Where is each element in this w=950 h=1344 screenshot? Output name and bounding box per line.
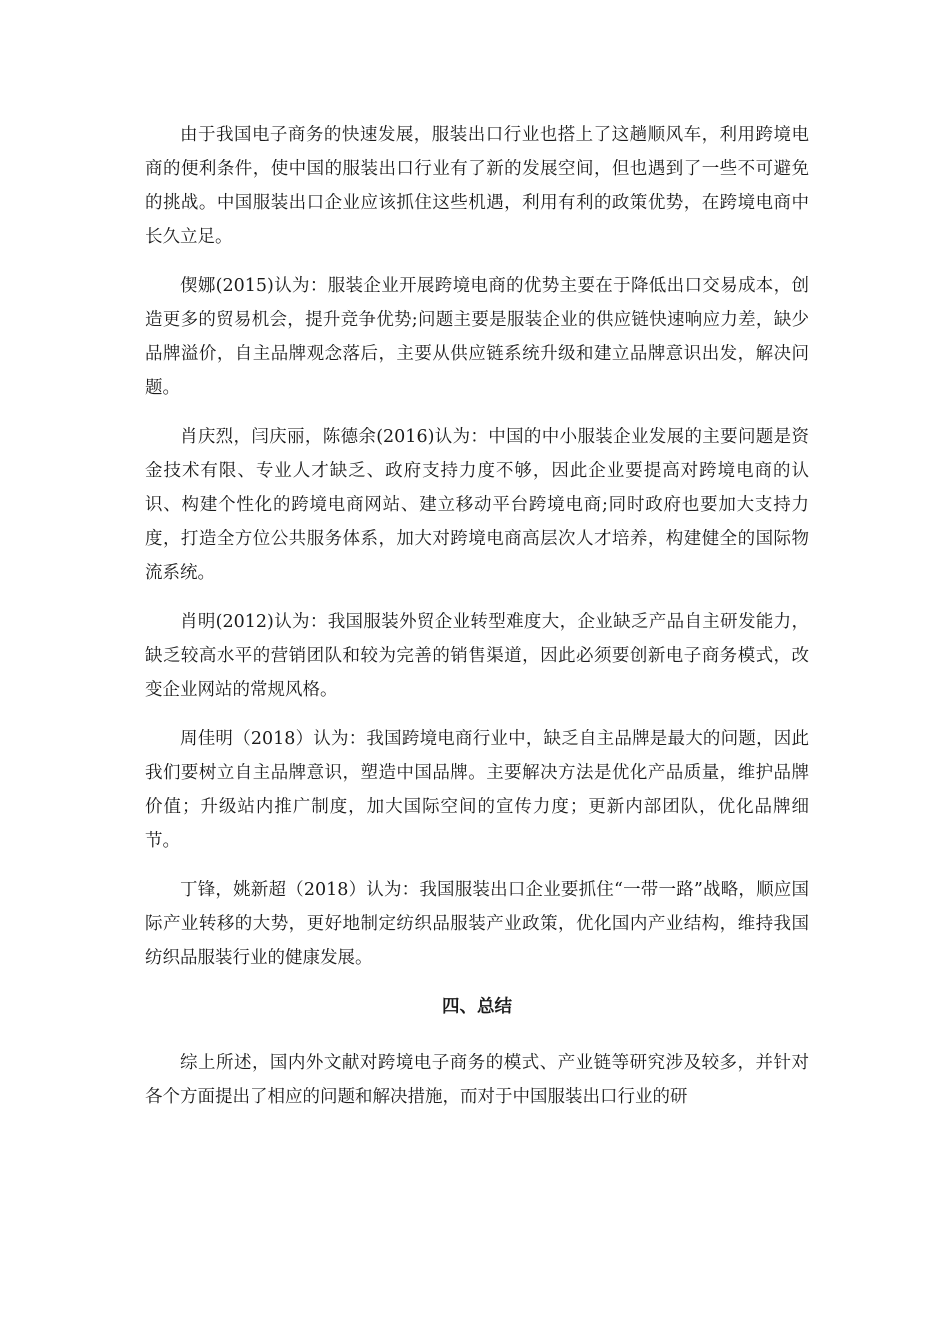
paragraph-xie-na: 偰娜(2015)认为：服装企业开展跨境电商的优势主要在于降低出口交易成本，创造更多的贸易机会，提升竞争优势;问题主要是服装企业的供应链快速响应力差，缺少品牌溢价，自主品牌观念落后，主要从供应链系统升级和建立品牌意识出发，解决问题。 — [145, 276, 809, 398]
paragraph-xiao-ming: 肖明(2012)认为：我国服装外贸企业转型难度大，企业缺乏产品自主研发能力，缺乏较高水平的营销团队和较为完善的销售渠道，因此必须要创新电子商务模式，改变企业网站的常规风格。 — [145, 612, 809, 700]
document-page — [145, 118, 809, 1129]
paragraph-xiao-qinglie: 肖庆烈，闫庆丽，陈德余(2016)认为：中国的中小服装企业发展的主要问题是资金技术有限、专业人才缺乏、政府支持力度不够，因此企业要提高对跨境电商的认识、构建个性化的跨境电商网站、建立移动平台跨境电商;同时政府也要加大支持力度，打造全方位公共服务体系，加大对跨境电商高层次人才培养，构建健全的国际物流系统。 — [145, 427, 809, 583]
paragraph-zhou-jiaming: 周佳明（2018）认为：我国跨境电商行业中，缺乏自主品牌是最大的问题，因此我们要树立自主品牌意识，塑造中国品牌。主要解决方法是优化产品质量，维护品牌价值；升级站内推广制度，加大国际空间的宣传力度；更新内部团队，优化品牌细节。 — [145, 729, 809, 851]
paragraph-intro: 由于我国电子商务的快速发展，服装出口行业也搭上了这趟顺风车，利用跨境电商的便利条件，使中国的服装出口行业有了新的发展空间，但也遇到了一些不可避免的挑战。中国服装出口企业应该抓住这些机遇，利用有利的政策优势，在跨境电商中长久立足。 — [145, 125, 809, 247]
paragraph-summary: 综上所述，国内外文献对跨境电子商务的模式、产业链等研究涉及较多，并针对各个方面提出了相应的问题和解决措施，而对于中国服装出口行业的研 — [145, 1053, 809, 1107]
section-heading: 四、总结 — [442, 997, 512, 1017]
paragraph-ding-feng: 丁锋，姚新超（2018）认为：我国服装出口企业要抓住“一带一路”战略，顺应国际产业转移的大势，更好地制定纺织品服装产业政策，优化国内产业结构，维持我国纺织品服装行业的健康发展。 — [145, 880, 809, 968]
